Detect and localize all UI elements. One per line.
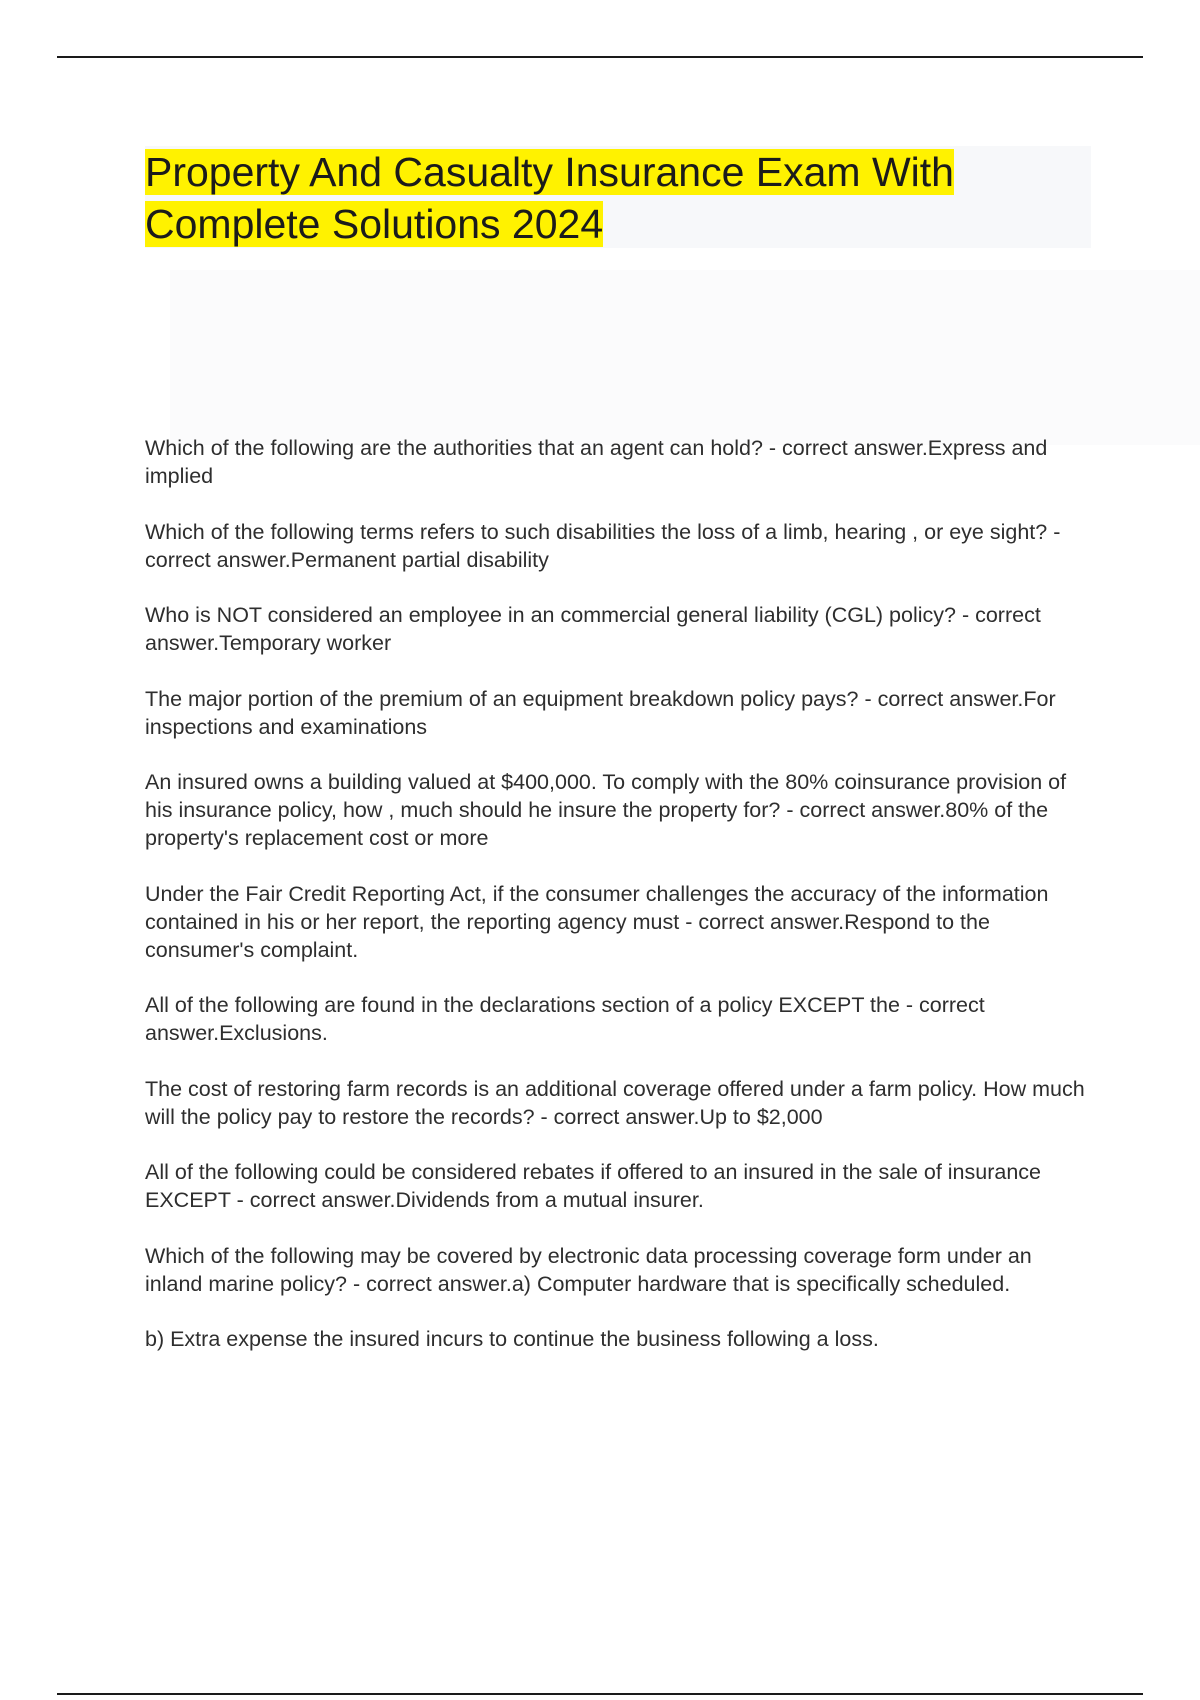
question-list: [145, 434, 1095, 1381]
document-title: [145, 146, 1091, 250]
qa-item: b) Extra expense the insured incurs to continue the business following a loss.: [145, 1327, 879, 1351]
qa-item: Which of the following terms refers to such disabilities the loss of a limb, hearing , or eye sight? - correct answer.Permanent partial disability: [145, 519, 1061, 572]
title-highlight: Property And Casualty Insurance Exam With Complete Solutions 2024: [145, 149, 954, 247]
qa-item: The cost of restoring farm records is an additional coverage offered under a farm policy. How much will the policy pay to restore the records? - correct answer.Up to $2,000: [145, 1076, 1085, 1129]
qa-item: The major portion of the premium of an equipment breakdown policy pays? - correct answer.For inspections and examinations: [145, 686, 1056, 739]
bottom-rule: [57, 1693, 1143, 1695]
qa-item: Which of the following are the authorities that an agent can hold? - correct answer.Express and implied: [145, 436, 1048, 488]
qa-item: Under the Fair Credit Reporting Act, if the consumer challenges the accuracy of the information contained in his or her report, the reporting agency must - correct answer.Respond to the consumer's complaint.: [145, 881, 1049, 962]
qa-item: All of the following are found in the declarations section of a policy EXCEPT the - correct answer.Exclusions.: [145, 993, 985, 1045]
qa-item: Who is NOT considered an employee in an commercial general liability (CGL) policy? - correct answer.Temporary worker: [145, 603, 1041, 655]
qa-item: All of the following could be considered rebates if offered to an insured in the sale of insurance EXCEPT - correct answer.Dividends from a mutual insurer.: [145, 1160, 1041, 1212]
top-rule: [57, 56, 1143, 58]
qa-item: An insured owns a building valued at $400,000. To comply with the 80% coinsurance provision of his insurance policy, how , much should he insure the property for? - correct answer.80% of the property's replacement cost or more: [145, 770, 1067, 850]
title-block: [145, 146, 1091, 248]
qa-item: Which of the following may be covered by electronic data processing coverage form under an inland marine policy? - correct answer.a) Computer hardware that is specifically scheduled.: [145, 1243, 1032, 1296]
blank-panel: [170, 270, 1200, 445]
